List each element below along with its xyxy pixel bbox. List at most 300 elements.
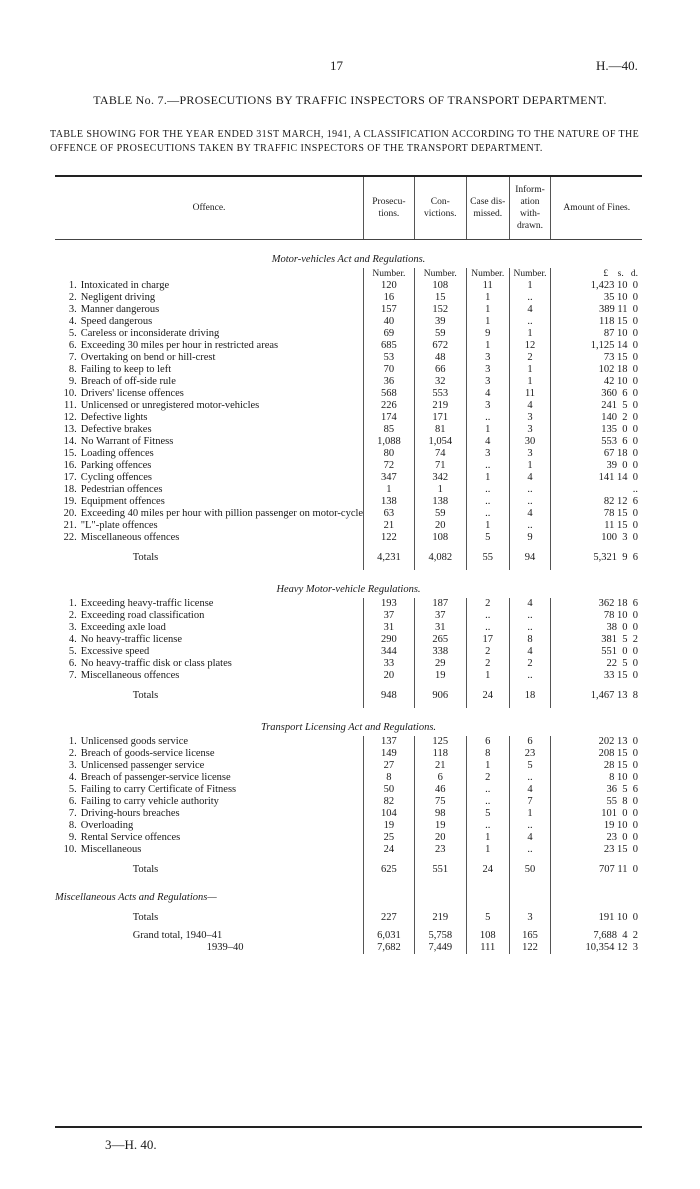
prosecutions-cell: 25 bbox=[364, 832, 415, 844]
empty-cell bbox=[509, 882, 551, 904]
fines-cell: 360 6 0 bbox=[551, 388, 642, 400]
withdrawn-cell: 1 bbox=[509, 376, 551, 388]
table-row bbox=[55, 844, 642, 856]
convictions-cell: 108 bbox=[414, 280, 466, 292]
row-number: 18. bbox=[63, 484, 77, 495]
offence-name: Failing to keep to left bbox=[80, 364, 172, 375]
table-row bbox=[55, 622, 642, 634]
dismissed-cell: 5 bbox=[466, 904, 509, 930]
row-number: 2. bbox=[68, 610, 77, 621]
fines-cell: 82 12 6 bbox=[551, 496, 642, 508]
dismissed-cell: 5 bbox=[466, 808, 509, 820]
fines-cell: 381 5 2 bbox=[551, 634, 642, 646]
withdrawn-cell: 9 bbox=[509, 532, 551, 544]
convictions-cell: 906 bbox=[414, 682, 466, 708]
fines-cell: 135 0 0 bbox=[551, 424, 642, 436]
convictions-cell: 553 bbox=[414, 388, 466, 400]
withdrawn-cell: 4 bbox=[509, 304, 551, 316]
row-number: 19. bbox=[63, 496, 77, 507]
dismissed-cell: 4 bbox=[466, 388, 509, 400]
dismissed-cell: 5 bbox=[466, 532, 509, 544]
table-row bbox=[55, 472, 642, 484]
table-row bbox=[55, 304, 642, 316]
withdrawn-cell: .. bbox=[509, 820, 551, 832]
withdrawn-cell: 4 bbox=[509, 784, 551, 796]
table-row bbox=[55, 670, 642, 682]
table-row bbox=[55, 520, 642, 532]
fines-cell: 23 15 0 bbox=[551, 844, 642, 856]
withdrawn-cell: 4 bbox=[509, 598, 551, 610]
offence-name: Manner dangerous bbox=[80, 304, 160, 315]
prosecutions-cell: 50 bbox=[364, 784, 415, 796]
units-row bbox=[55, 268, 642, 280]
withdrawn-cell: .. bbox=[509, 316, 551, 328]
offence-name: Exceeding axle load bbox=[80, 622, 166, 633]
offence-name: Exceeding heavy-traffic license bbox=[80, 598, 214, 609]
fines-cell: 35 10 0 bbox=[551, 292, 642, 304]
prosecutions-cell: 137 bbox=[364, 736, 415, 748]
totals-label: Totals bbox=[132, 552, 159, 563]
offence-name: Pedestrian offences bbox=[80, 484, 163, 495]
offence-name: Failing to carry vehicle authority bbox=[80, 796, 219, 807]
col-prosecutions: Prosecu-tions. bbox=[364, 176, 415, 240]
withdrawn-cell: 94 bbox=[509, 544, 551, 570]
dismissed-cell: 108 bbox=[466, 930, 509, 942]
table-row bbox=[55, 736, 642, 748]
prosecutions-cell: 24 bbox=[364, 844, 415, 856]
offence-name: Breach of passenger-service license bbox=[80, 772, 231, 783]
offence-name: Unlicensed passenger service bbox=[80, 760, 205, 771]
offence-name: Loading offences bbox=[80, 448, 154, 459]
prosecutions-cell: 1,088 bbox=[364, 436, 415, 448]
fines-cell: 10,354 12 3 bbox=[551, 942, 642, 954]
fines-cell: 78 10 0 bbox=[551, 610, 642, 622]
row-number: 8. bbox=[68, 820, 77, 831]
convictions-cell: 71 bbox=[414, 460, 466, 472]
fines-cell: 38 0 0 bbox=[551, 622, 642, 634]
fines-cell: 23 0 0 bbox=[551, 832, 642, 844]
table-row bbox=[55, 796, 642, 808]
dismissed-cell: 1 bbox=[466, 316, 509, 328]
table-row bbox=[55, 808, 642, 820]
convictions-cell: 66 bbox=[414, 364, 466, 376]
withdrawn-cell: 1 bbox=[509, 808, 551, 820]
convictions-cell: 15 bbox=[414, 292, 466, 304]
dismissed-cell: 9 bbox=[466, 328, 509, 340]
totals-label: Totals bbox=[132, 912, 159, 923]
dismissed-cell: .. bbox=[466, 796, 509, 808]
row-number: 4. bbox=[68, 316, 77, 327]
prosecutions-cell: 122 bbox=[364, 532, 415, 544]
row-number: 1. bbox=[68, 280, 77, 291]
empty-cell bbox=[466, 882, 509, 904]
section-heading: Heavy Motor-vehicle Regulations. bbox=[276, 584, 421, 595]
fines-cell: 28 15 0 bbox=[551, 760, 642, 772]
withdrawn-cell: 4 bbox=[509, 832, 551, 844]
grand-total-label: 1939–40 bbox=[206, 942, 244, 953]
dismissed-cell: 3 bbox=[466, 448, 509, 460]
dismissed-cell: 17 bbox=[466, 634, 509, 646]
withdrawn-cell: 4 bbox=[509, 472, 551, 484]
offence-name: Careless or inconsiderate driving bbox=[80, 328, 220, 339]
convictions-cell: 46 bbox=[414, 784, 466, 796]
fines-cell: 78 15 0 bbox=[551, 508, 642, 520]
page-number: 17 bbox=[330, 58, 343, 73]
dismissed-cell: 1 bbox=[466, 424, 509, 436]
fines-cell: 42 10 0 bbox=[551, 376, 642, 388]
withdrawn-cell: 50 bbox=[509, 856, 551, 882]
fines-cell: 73 15 0 bbox=[551, 352, 642, 364]
offence-name: "L"-plate offences bbox=[80, 520, 158, 531]
dismissed-cell: 11 bbox=[466, 280, 509, 292]
row-number: 7. bbox=[68, 352, 77, 363]
table-row bbox=[55, 832, 642, 844]
dismissed-cell: 1 bbox=[466, 472, 509, 484]
prosecutions-cell: 21 bbox=[364, 520, 415, 532]
offence-name: Defective lights bbox=[80, 412, 148, 423]
prosecutions-cell: 72 bbox=[364, 460, 415, 472]
withdrawn-cell: 122 bbox=[509, 942, 551, 954]
withdrawn-cell: .. bbox=[509, 772, 551, 784]
row-number: 13. bbox=[63, 424, 77, 435]
prosecutions-cell: 19 bbox=[364, 820, 415, 832]
fines-cell: 707 11 0 bbox=[551, 856, 642, 882]
row-number: 15. bbox=[63, 448, 77, 459]
empty-cell bbox=[414, 882, 466, 904]
fines-cell: 202 13 0 bbox=[551, 736, 642, 748]
offence-name: Miscellaneous offences bbox=[80, 532, 180, 543]
convictions-cell: 48 bbox=[414, 352, 466, 364]
row-number: 22. bbox=[63, 532, 77, 543]
row-number: 8. bbox=[68, 364, 77, 375]
empty-cell bbox=[364, 882, 415, 904]
convictions-cell: 19 bbox=[414, 820, 466, 832]
row-number: 6. bbox=[68, 796, 77, 807]
row-number: 11. bbox=[63, 400, 77, 411]
convictions-cell: 108 bbox=[414, 532, 466, 544]
table-row bbox=[55, 328, 642, 340]
fines-cell: 102 18 0 bbox=[551, 364, 642, 376]
withdrawn-cell: 3 bbox=[509, 412, 551, 424]
empty-cell bbox=[55, 904, 81, 930]
fines-cell: 33 15 0 bbox=[551, 670, 642, 682]
table-row bbox=[55, 376, 642, 388]
table-row bbox=[55, 634, 642, 646]
fines-cell: 553 6 0 bbox=[551, 436, 642, 448]
offence-name: Miscellaneous offences bbox=[80, 670, 180, 681]
row-number: 10. bbox=[63, 388, 77, 399]
convictions-cell: 21 bbox=[414, 760, 466, 772]
prosecutions-cell: 625 bbox=[364, 856, 415, 882]
withdrawn-cell: 11 bbox=[509, 388, 551, 400]
convictions-cell: 59 bbox=[414, 508, 466, 520]
col-withdrawn: Inform-ation with-drawn. bbox=[509, 176, 551, 240]
empty-cell bbox=[55, 682, 81, 708]
row-number: 17. bbox=[63, 472, 77, 483]
dismissed-cell: .. bbox=[466, 412, 509, 424]
prosecutions-cell: 53 bbox=[364, 352, 415, 364]
table-row bbox=[55, 412, 642, 424]
dismissed-cell: .. bbox=[466, 820, 509, 832]
offence-name: No heavy-traffic license bbox=[80, 634, 182, 645]
dismissed-cell: 2 bbox=[466, 598, 509, 610]
prosecutions-cell: 80 bbox=[364, 448, 415, 460]
withdrawn-cell: 1 bbox=[509, 364, 551, 376]
convictions-cell: 4,082 bbox=[414, 544, 466, 570]
prosecutions-cell: 104 bbox=[364, 808, 415, 820]
dismissed-cell: 1 bbox=[466, 292, 509, 304]
prosecutions-cell: 6,031 bbox=[364, 930, 415, 942]
withdrawn-cell: 1 bbox=[509, 460, 551, 472]
table-row bbox=[55, 448, 642, 460]
table-subtitle: TABLE SHOWING FOR THE YEAR ENDED 31ST MARCH, 1941, A CLASSIFICATION ACCORDING TO THE NATURE OF THE OFFENCE OF PROSECUTIONS TAKEN BY TRAFFIC INSPECTORS OF THE TRANSPORT DEPARTMENT. bbox=[50, 129, 640, 154]
table-row bbox=[55, 292, 642, 304]
dismissed-cell: 24 bbox=[466, 856, 509, 882]
row-number: 14. bbox=[63, 436, 77, 447]
convictions-cell: 118 bbox=[414, 748, 466, 760]
prosecutions-cell: 8 bbox=[364, 772, 415, 784]
table-row bbox=[55, 760, 642, 772]
prosecutions-cell: 70 bbox=[364, 364, 415, 376]
grand-total-label: Grand total, 1940–41 bbox=[132, 930, 223, 941]
prosecutions-cell: 226 bbox=[364, 400, 415, 412]
fines-cell: 39 0 0 bbox=[551, 460, 642, 472]
offence-name: Unlicensed goods service bbox=[80, 736, 189, 747]
offence-name: Equipment offences bbox=[80, 496, 165, 507]
dismissed-cell: 1 bbox=[466, 520, 509, 532]
withdrawn-cell: 12 bbox=[509, 340, 551, 352]
table-row bbox=[55, 460, 642, 472]
withdrawn-cell: .. bbox=[509, 670, 551, 682]
totals-row bbox=[55, 856, 642, 882]
empty-cell bbox=[551, 882, 642, 904]
totals-row bbox=[55, 682, 642, 708]
fines-cell: 100 3 0 bbox=[551, 532, 642, 544]
fines-cell: 67 18 0 bbox=[551, 448, 642, 460]
withdrawn-cell: 7 bbox=[509, 796, 551, 808]
empty-cell bbox=[55, 544, 81, 570]
withdrawn-cell: 4 bbox=[509, 400, 551, 412]
table-row bbox=[55, 340, 642, 352]
withdrawn-cell: 4 bbox=[509, 646, 551, 658]
convictions-cell: 19 bbox=[414, 670, 466, 682]
prosecutions-cell: 40 bbox=[364, 316, 415, 328]
prosecutions-cell: 82 bbox=[364, 796, 415, 808]
dismissed-cell: 3 bbox=[466, 376, 509, 388]
withdrawn-cell: 4 bbox=[509, 508, 551, 520]
table-row bbox=[55, 496, 642, 508]
prosecutions-cell: 138 bbox=[364, 496, 415, 508]
row-number: 2. bbox=[68, 748, 77, 759]
convictions-cell: 125 bbox=[414, 736, 466, 748]
prosecutions-cell: 16 bbox=[364, 292, 415, 304]
convictions-cell: 171 bbox=[414, 412, 466, 424]
dismissed-cell: .. bbox=[466, 508, 509, 520]
section-heading-row bbox=[55, 708, 642, 736]
offence-name: No Warrant of Fitness bbox=[80, 436, 174, 447]
fines-cell: 118 15 0 bbox=[551, 316, 642, 328]
row-number: 4. bbox=[68, 772, 77, 783]
table-row bbox=[55, 400, 642, 412]
row-number: 4. bbox=[68, 634, 77, 645]
prosecutions-cell: 120 bbox=[364, 280, 415, 292]
convictions-cell: 32 bbox=[414, 376, 466, 388]
convictions-cell: 59 bbox=[414, 328, 466, 340]
offence-name: Excessive speed bbox=[80, 646, 150, 657]
empty-cell bbox=[55, 930, 81, 942]
dismissed-cell: 2 bbox=[466, 772, 509, 784]
dismissed-cell: 1 bbox=[466, 670, 509, 682]
fines-cell: 36 5 6 bbox=[551, 784, 642, 796]
unit-label: Number. bbox=[509, 268, 551, 280]
withdrawn-cell: .. bbox=[509, 484, 551, 496]
fines-cell: 362 18 6 bbox=[551, 598, 642, 610]
withdrawn-cell: 3 bbox=[509, 904, 551, 930]
convictions-cell: 7,449 bbox=[414, 942, 466, 954]
table-row bbox=[55, 610, 642, 622]
section-heading: Transport Licensing Act and Regulations. bbox=[260, 722, 437, 733]
offence-name: Exceeding 40 miles per hour with pillion passenger on motor-cycle bbox=[80, 508, 364, 519]
row-number: 5. bbox=[68, 328, 77, 339]
row-number: 6. bbox=[68, 340, 77, 351]
row-number: 7. bbox=[68, 808, 77, 819]
document-reference: H.—40. bbox=[596, 58, 638, 73]
withdrawn-cell: 3 bbox=[509, 448, 551, 460]
withdrawn-cell: .. bbox=[509, 622, 551, 634]
dismissed-cell: .. bbox=[466, 622, 509, 634]
convictions-cell: 37 bbox=[414, 610, 466, 622]
fines-cell: 1,125 14 0 bbox=[551, 340, 642, 352]
withdrawn-cell: .. bbox=[509, 292, 551, 304]
fines-cell: 241 5 0 bbox=[551, 400, 642, 412]
prosecutions-cell: 85 bbox=[364, 424, 415, 436]
row-number: 3. bbox=[68, 304, 77, 315]
table-row bbox=[55, 748, 642, 760]
totals-row bbox=[55, 544, 642, 570]
section-heading-row bbox=[55, 570, 642, 598]
dismissed-cell: 3 bbox=[466, 400, 509, 412]
convictions-cell: 265 bbox=[414, 634, 466, 646]
fines-cell: .. bbox=[551, 484, 642, 496]
table-row bbox=[55, 532, 642, 544]
fines-cell: 1,423 10 0 bbox=[551, 280, 642, 292]
fines-cell: 551 0 0 bbox=[551, 646, 642, 658]
table-row bbox=[55, 352, 642, 364]
row-number: 7. bbox=[68, 670, 77, 681]
offence-name: Breach of off-side rule bbox=[80, 376, 176, 387]
table-row bbox=[55, 658, 642, 670]
offence-name: Parking offences bbox=[80, 460, 152, 471]
row-number: 20. bbox=[63, 508, 77, 519]
prosecutions-cell: 63 bbox=[364, 508, 415, 520]
row-number: 9. bbox=[68, 376, 77, 387]
fines-cell: 7,688 4 2 bbox=[551, 930, 642, 942]
offence-name: Overtaking on bend or hill-crest bbox=[80, 352, 216, 363]
fines-cell: 8 10 0 bbox=[551, 772, 642, 784]
withdrawn-cell: 18 bbox=[509, 682, 551, 708]
fines-cell: 191 10 0 bbox=[551, 904, 642, 930]
withdrawn-cell: 1 bbox=[509, 328, 551, 340]
offence-name: Cycling offences bbox=[80, 472, 152, 483]
dismissed-cell: 1 bbox=[466, 844, 509, 856]
fines-cell: 208 15 0 bbox=[551, 748, 642, 760]
table-row bbox=[55, 424, 642, 436]
offence-name: Negligent driving bbox=[80, 292, 156, 303]
convictions-cell: 23 bbox=[414, 844, 466, 856]
row-number: 6. bbox=[68, 658, 77, 669]
col-fines: Amount of Fines. bbox=[551, 176, 642, 240]
convictions-cell: 20 bbox=[414, 832, 466, 844]
fines-cell: 55 8 0 bbox=[551, 796, 642, 808]
fines-cell: 140 2 0 bbox=[551, 412, 642, 424]
dismissed-cell: .. bbox=[466, 784, 509, 796]
dismissed-cell: 2 bbox=[466, 646, 509, 658]
empty-cell bbox=[55, 856, 81, 882]
withdrawn-cell: 165 bbox=[509, 930, 551, 942]
prosecutions-cell: 7,682 bbox=[364, 942, 415, 954]
fines-cell: 389 11 0 bbox=[551, 304, 642, 316]
unit-label-fines: £ s. d. bbox=[551, 268, 642, 280]
dismissed-cell: 4 bbox=[466, 436, 509, 448]
bottom-rule bbox=[55, 1126, 642, 1128]
table-row bbox=[55, 784, 642, 796]
withdrawn-cell: 5 bbox=[509, 760, 551, 772]
offence-name: No heavy-traffic disk or class plates bbox=[80, 658, 232, 669]
prosecutions-cell: 36 bbox=[364, 376, 415, 388]
totals-label: Totals bbox=[132, 690, 159, 701]
table-row bbox=[55, 646, 642, 658]
offence-name: Overloading bbox=[80, 820, 134, 831]
dismissed-cell: 6 bbox=[466, 736, 509, 748]
unit-label: Number. bbox=[414, 268, 466, 280]
prosecutions-cell: 157 bbox=[364, 304, 415, 316]
grand-total-row bbox=[55, 942, 642, 954]
convictions-cell: 152 bbox=[414, 304, 466, 316]
prosecutions-cell: 4,231 bbox=[364, 544, 415, 570]
convictions-cell: 5,758 bbox=[414, 930, 466, 942]
dismissed-cell: 1 bbox=[466, 832, 509, 844]
row-number: 12. bbox=[63, 412, 77, 423]
withdrawn-cell: .. bbox=[509, 610, 551, 622]
prosecutions-cell: 193 bbox=[364, 598, 415, 610]
dismissed-cell: 1 bbox=[466, 304, 509, 316]
unit-label: Number. bbox=[364, 268, 415, 280]
offence-name: Breach of goods-service license bbox=[80, 748, 215, 759]
convictions-cell: 219 bbox=[414, 904, 466, 930]
dismissed-cell: 3 bbox=[466, 364, 509, 376]
convictions-cell: 342 bbox=[414, 472, 466, 484]
prosecutions-cell: 227 bbox=[364, 904, 415, 930]
offence-name: Unlicensed or unregistered motor-vehicles bbox=[80, 400, 260, 411]
table-row bbox=[55, 388, 642, 400]
unit-label: Number. bbox=[466, 268, 509, 280]
convictions-cell: 1 bbox=[414, 484, 466, 496]
prosecutions-cell: 1 bbox=[364, 484, 415, 496]
table-row bbox=[55, 598, 642, 610]
offence-name: Exceeding road classification bbox=[80, 610, 205, 621]
prosecutions-table bbox=[55, 175, 642, 954]
offence-name: Drivers' license offences bbox=[80, 388, 184, 399]
withdrawn-cell: 30 bbox=[509, 436, 551, 448]
convictions-cell: 20 bbox=[414, 520, 466, 532]
empty-cell bbox=[81, 268, 364, 280]
grand-total-row bbox=[55, 930, 642, 942]
convictions-cell: 338 bbox=[414, 646, 466, 658]
col-dismissed: Case dis-missed. bbox=[466, 176, 509, 240]
convictions-cell: 98 bbox=[414, 808, 466, 820]
withdrawn-cell: .. bbox=[509, 520, 551, 532]
withdrawn-cell: 2 bbox=[509, 658, 551, 670]
